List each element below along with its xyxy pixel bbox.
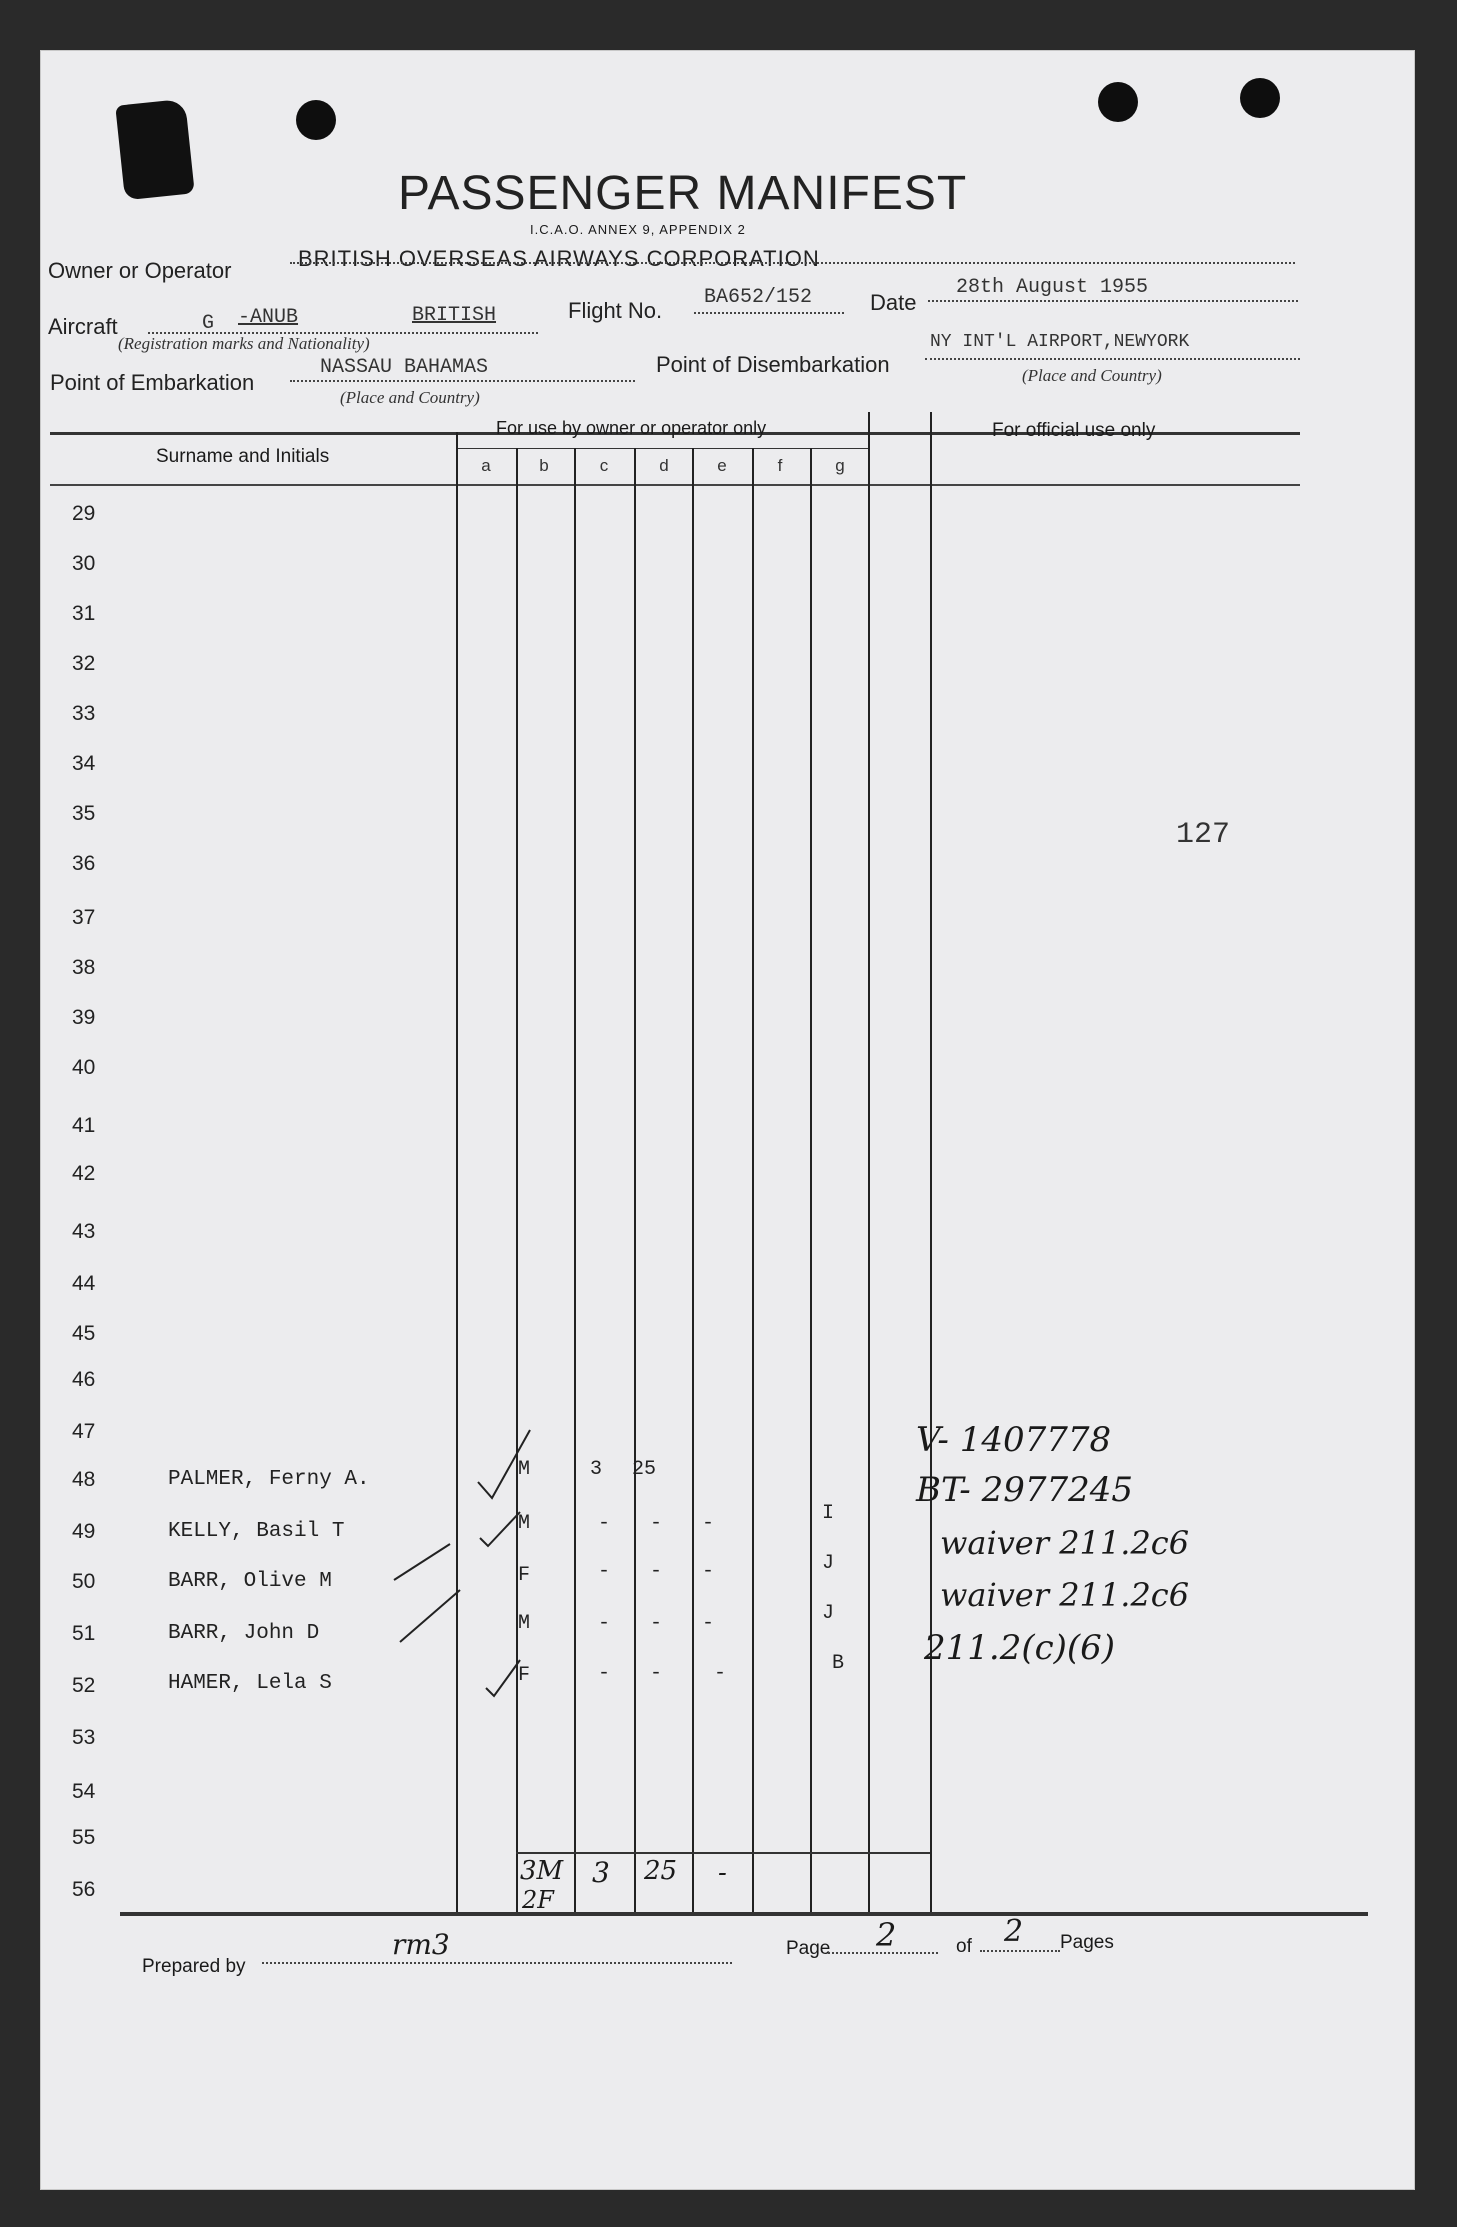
row-number: 29 <box>72 502 96 525</box>
official-note: V- 1407778 <box>916 1420 1112 1460</box>
cell-d: - <box>649 1512 662 1535</box>
table-header-rule <box>50 484 1300 486</box>
passenger-name: BARR, Olive M <box>168 1570 332 1593</box>
col-header-d: d <box>659 456 669 475</box>
row-number: 49 <box>72 1520 96 1543</box>
row-number: 32 <box>72 652 96 675</box>
tape-mark <box>115 99 195 201</box>
manifest-title: PASSENGER MANIFEST <box>398 167 968 220</box>
aircraft-reg: G <box>202 312 215 335</box>
cell-e: - <box>713 1662 726 1685</box>
embark-label: Point of Embarkation <box>50 370 255 395</box>
col-header-b: b <box>539 456 549 475</box>
page-underline <box>828 1952 938 1954</box>
passenger-name: HAMER, Lela S <box>168 1672 332 1695</box>
col-line <box>868 412 870 1912</box>
date-underline <box>928 300 1298 302</box>
row-number: 55 <box>72 1826 96 1849</box>
date-label: Date <box>870 290 917 315</box>
cell-b: M <box>517 1612 530 1635</box>
cell-c: - <box>597 1612 610 1635</box>
row-number: 46 <box>72 1368 96 1391</box>
row-number: 44 <box>72 1272 96 1295</box>
pages-underline <box>980 1950 1060 1952</box>
col-header-e: e <box>717 456 727 475</box>
row-number: 34 <box>72 752 96 775</box>
official-number: 127 <box>1176 818 1231 852</box>
cell-e: - <box>701 1560 714 1583</box>
aircraft-label: Aircraft <box>48 314 118 339</box>
disembark-note: (Place and Country) <box>1022 366 1162 385</box>
row-number: 35 <box>72 802 96 825</box>
row-number: 42 <box>72 1162 96 1185</box>
disembark-underline <box>925 358 1300 360</box>
total-e: - <box>718 1858 727 1888</box>
col-header-c: c <box>599 456 609 475</box>
row-number: 51 <box>72 1622 96 1645</box>
prepared-label: Prepared by <box>142 1956 246 1977</box>
pages-label: Pages <box>1060 1932 1114 1953</box>
aircraft-value: -ANUB <box>238 306 299 329</box>
owner-underline <box>290 262 1295 264</box>
pages-value: 2 <box>1004 1914 1024 1949</box>
row-number: 31 <box>72 602 96 625</box>
row-number: 41 <box>72 1114 96 1137</box>
col-line <box>692 448 694 1912</box>
embark-value: NASSAU BAHAMAS <box>320 356 489 379</box>
cell-b: F <box>517 1664 530 1687</box>
row-number: 50 <box>72 1570 96 1593</box>
totals-rule <box>516 1852 930 1854</box>
check-marks <box>380 1420 580 1710</box>
flight-underline <box>694 312 844 314</box>
col-line <box>752 448 754 1912</box>
row-number: 39 <box>72 1006 96 1029</box>
row-number: 36 <box>72 852 96 875</box>
cell-d: - <box>649 1612 662 1635</box>
prepared-value: rm3 <box>392 1928 450 1961</box>
col-line <box>634 448 636 1912</box>
total-c: 3 <box>592 1856 610 1889</box>
col-line <box>930 412 932 1912</box>
passenger-name: KELLY, Basil T <box>168 1520 345 1543</box>
cell-c: 3 <box>589 1458 602 1481</box>
page-label: Page <box>786 1938 831 1959</box>
row-number: 48 <box>72 1468 96 1491</box>
col-header-f: f <box>777 456 783 475</box>
cell-b: M <box>517 1512 530 1535</box>
cell-c: - <box>597 1662 610 1685</box>
row-number: 52 <box>72 1674 96 1697</box>
cell-e: - <box>701 1512 714 1535</box>
row-number: 33 <box>72 702 96 725</box>
page-value: 2 <box>876 1916 897 1954</box>
row-number: 47 <box>72 1420 96 1443</box>
passenger-name: BARR, John D <box>168 1622 320 1645</box>
surname-header: Surname and Initials <box>156 446 330 467</box>
aircraft-note: (Registration marks and Nationality) <box>118 334 370 353</box>
table-bottom-rule <box>120 1912 1368 1916</box>
nationality-value: BRITISH <box>412 304 497 327</box>
official-note: BT- 2977245 <box>916 1470 1133 1510</box>
total-b-female: 2F <box>522 1886 554 1914</box>
flight-value: BA652/152 <box>704 286 813 309</box>
col-line <box>810 448 812 1912</box>
embark-underline <box>290 380 635 382</box>
cell-g: J <box>821 1602 834 1625</box>
col-header-g: g <box>835 456 845 475</box>
punch-hole <box>1098 82 1138 122</box>
row-number: 56 <box>72 1878 96 1901</box>
passenger-name: PALMER, Ferny A. <box>168 1468 370 1491</box>
total-b-male: 3M <box>520 1856 564 1886</box>
of-label: of <box>956 1936 972 1957</box>
total-d: 25 <box>644 1856 678 1886</box>
disembark-label: Point of Disembarkation <box>656 352 890 377</box>
cell-d: - <box>649 1560 662 1583</box>
cell-d: - <box>649 1662 662 1685</box>
date-value: 28th August 1955 <box>956 276 1149 299</box>
row-number: 53 <box>72 1726 96 1749</box>
cell-b: M <box>517 1458 530 1481</box>
punch-hole <box>296 100 336 140</box>
manifest-subtitle: I.C.A.O. ANNEX 9, APPENDIX 2 <box>530 222 746 237</box>
cell-g: B <box>831 1652 844 1675</box>
official-note: waiver 211.2c6 <box>940 1524 1190 1562</box>
punch-hole <box>1240 78 1280 118</box>
row-number: 54 <box>72 1780 96 1803</box>
official-note: 211.2(c)(6) <box>924 1628 1116 1668</box>
owner-value: BRITISH OVERSEAS AIRWAYS CORPORATION <box>298 246 820 271</box>
official-header: For official use only <box>992 420 1156 441</box>
row-number: 43 <box>72 1220 96 1243</box>
official-note: waiver 211.2c6 <box>940 1576 1190 1614</box>
col-header-a: a <box>481 456 491 475</box>
cell-d: 25 <box>631 1458 656 1481</box>
cell-c: - <box>597 1512 610 1535</box>
flight-label: Flight No. <box>568 298 663 323</box>
row-number: 37 <box>72 906 96 929</box>
row-number: 45 <box>72 1322 96 1345</box>
row-number: 38 <box>72 956 96 979</box>
row-number: 30 <box>72 552 96 575</box>
embark-note: (Place and Country) <box>340 388 480 407</box>
owner-label: Owner or Operator <box>48 258 232 283</box>
disembark-value: NY INT'L AIRPORT,NEWYORK <box>930 332 1190 352</box>
operator-header: For use by owner or operator only <box>496 418 767 438</box>
cell-b: F <box>517 1564 530 1587</box>
prepared-underline <box>262 1962 732 1964</box>
cell-g: J <box>821 1552 834 1575</box>
cell-e: - <box>701 1612 714 1635</box>
cell-c: - <box>597 1560 610 1583</box>
row-number: 40 <box>72 1056 96 1079</box>
cell-g: I <box>821 1502 834 1525</box>
